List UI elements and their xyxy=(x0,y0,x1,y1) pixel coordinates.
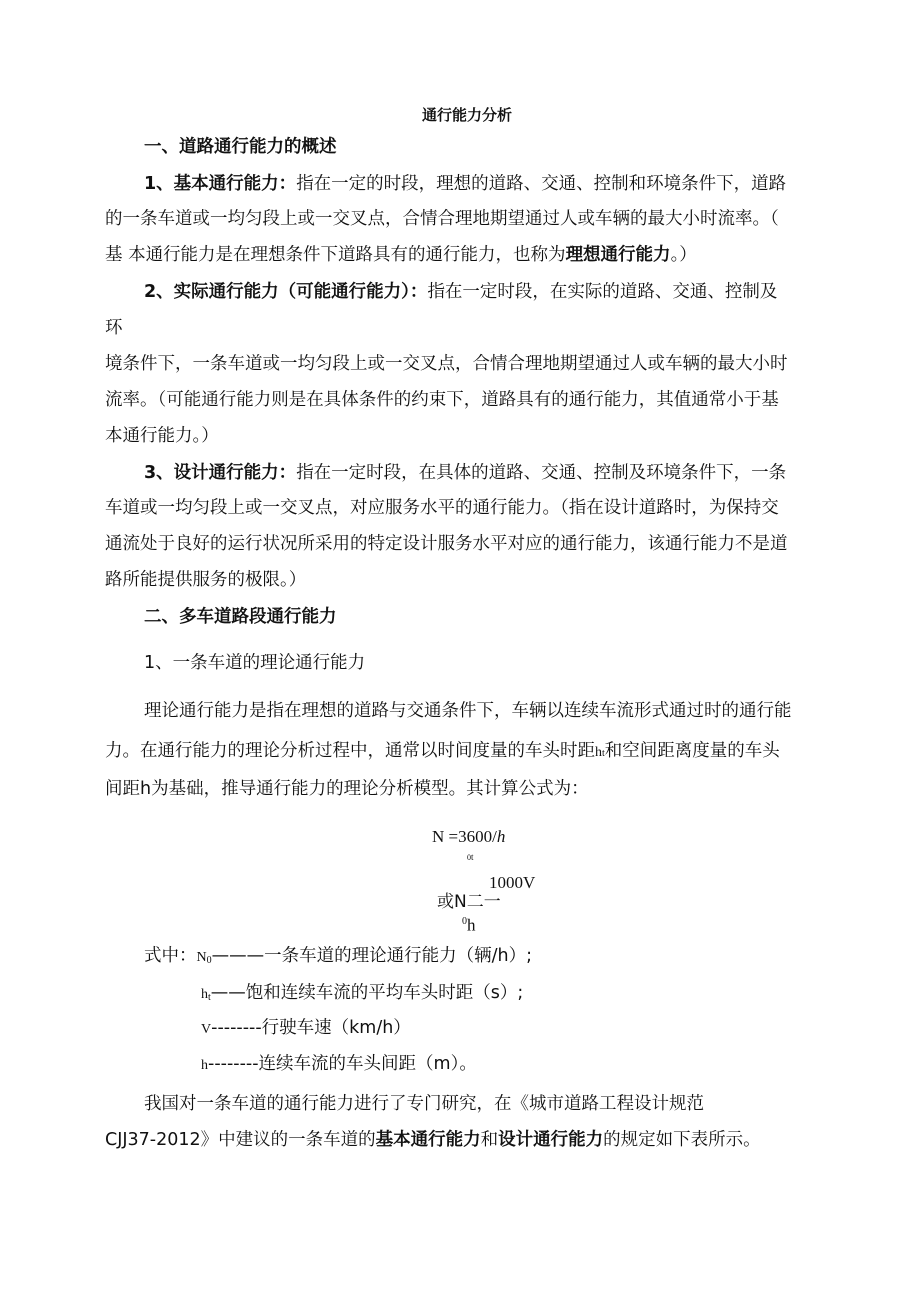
para2-line1 xyxy=(144,1093,704,1115)
item2-line4: 流率。（可能通行能力则是在具体条件的约束下，道路具有的通行能力，其值通常小于基 xyxy=(105,390,779,410)
legend-ht xyxy=(201,982,523,1009)
legend-v xyxy=(201,1017,411,1041)
legend-ht-desc: ——饱和连续车流的平均车头时距（s）; xyxy=(210,983,524,1003)
symbol-ht-legend: $h_t$ xyxy=(201,987,211,1003)
item1-line3-text: 基 本通行能力是在理想条件下道路具有的通行能力，也称为 xyxy=(105,245,566,265)
para1-line2-text: 力。在通行能力的理论分析过程中，通常以时间度量的车头时距 xyxy=(105,741,595,761)
item3-line4: 路所能提供服务的极限。） xyxy=(105,570,307,590)
item2-line1 xyxy=(144,281,777,303)
legend-v-desc: --------行驶车速（km/h） xyxy=(211,1018,411,1038)
term-actual-capacity: 2、实际通行能力（可能通行能力）： xyxy=(144,282,428,302)
item2-line2: 环 xyxy=(105,318,123,338)
item2-line3: 境条件下，一条车道或一均匀段上或一交叉点，合情合理地期望通过人或车辆的最大小时 xyxy=(105,354,788,374)
para2-line2-text: CJJ37-2012》中建议的一条车道的 xyxy=(105,1130,376,1150)
para2-line2 xyxy=(105,1129,761,1151)
para1-line1: 理论通行能力是指在理想的道路与交通条件下，车辆以连续车流形式通过时的通行能 xyxy=(144,701,792,721)
item1-line3 xyxy=(105,244,697,266)
legend-n0-desc: ———一条车道的理论通行能力（辆/h）; xyxy=(211,946,533,966)
formula-2-denominator: $^0$h xyxy=(462,915,476,935)
formula-1 xyxy=(432,826,505,848)
formula-2-lhs: 或N二一 xyxy=(437,892,501,912)
section2-sub1: 1、一条车道的理论通行能力 xyxy=(144,653,366,673)
formula-1-h: h xyxy=(496,827,506,846)
para2-and: 和 xyxy=(480,1130,499,1150)
term-basic-capacity: 1、基本通行能力： xyxy=(144,174,297,194)
para1-line3: 间距h为基础，推导通行能力的理论分析模型。其计算公式为： xyxy=(105,779,589,799)
term-ideal-capacity: 理想通行能力 xyxy=(565,245,671,265)
symbol-ht: ht xyxy=(595,745,605,760)
symbol-n0: $N_0$ xyxy=(196,950,212,966)
item2-line5: 本通行能力。） xyxy=(105,426,219,446)
item1-line1 xyxy=(144,173,786,195)
term-basic-capacity-ref: 基本通行能力 xyxy=(375,1130,481,1150)
item3-line2: 车道或一均匀段上或一交叉点，对应服务水平的通行能力。（指在设计道路时，为保持交 xyxy=(105,498,779,518)
symbol-v: V xyxy=(201,1022,212,1037)
item3-text: 指在一定时段，在具体的道路、交通、控制及环境条件下，一条 xyxy=(296,463,787,483)
term-design-capacity: 3、设计通行能力： xyxy=(144,463,297,483)
item3-line3: 通流处于良好的运行状况所采用的特定设计服务水平对应的通行能力，该通行能力不是道 xyxy=(105,534,788,554)
item3-line1 xyxy=(144,462,786,484)
item2-text: 指在一定时段，在实际的道路、交通、控制及 xyxy=(427,282,778,302)
doc-title: 通行能力分析 xyxy=(422,106,513,124)
legend-h-desc: --------连续车流的车头间距（m）。 xyxy=(208,1054,477,1074)
term-design-capacity-ref: 设计通行能力 xyxy=(498,1130,604,1150)
para1-line2-rest: 和空间距离度量的车头 xyxy=(604,741,780,761)
legend-n0 xyxy=(144,945,532,972)
legend-h xyxy=(201,1053,477,1077)
section2-heading: 二、多车道路段通行能力 xyxy=(144,607,337,627)
item1-text: 指在一定的时段，理想的道路、交通、控制和环境条件下，道路 xyxy=(296,174,787,194)
para2-end: 的规定如下表所示。 xyxy=(603,1130,761,1150)
para1-line2 xyxy=(105,740,780,765)
para2-line1-text: 我国对一条车道的通行能力进行了专门研究，在《城市道路工程设计规范 xyxy=(144,1094,704,1114)
formula-2-numerator: 1000V xyxy=(489,873,536,892)
item1-line3-end: 。） xyxy=(670,245,697,265)
formula-1-text: N =3600/ xyxy=(432,827,497,846)
item1-line2: 的一条车道或一均匀段上或一交叉点，合情合理地期望通过人或车辆的最大小时流率。（ xyxy=(105,209,779,229)
legend-prefix: 式中： xyxy=(144,946,197,966)
section1-heading: 一、道路通行能力的概述 xyxy=(144,137,337,157)
symbol-h: h xyxy=(201,1058,208,1073)
formula-1-subscript: 0t xyxy=(467,852,474,862)
